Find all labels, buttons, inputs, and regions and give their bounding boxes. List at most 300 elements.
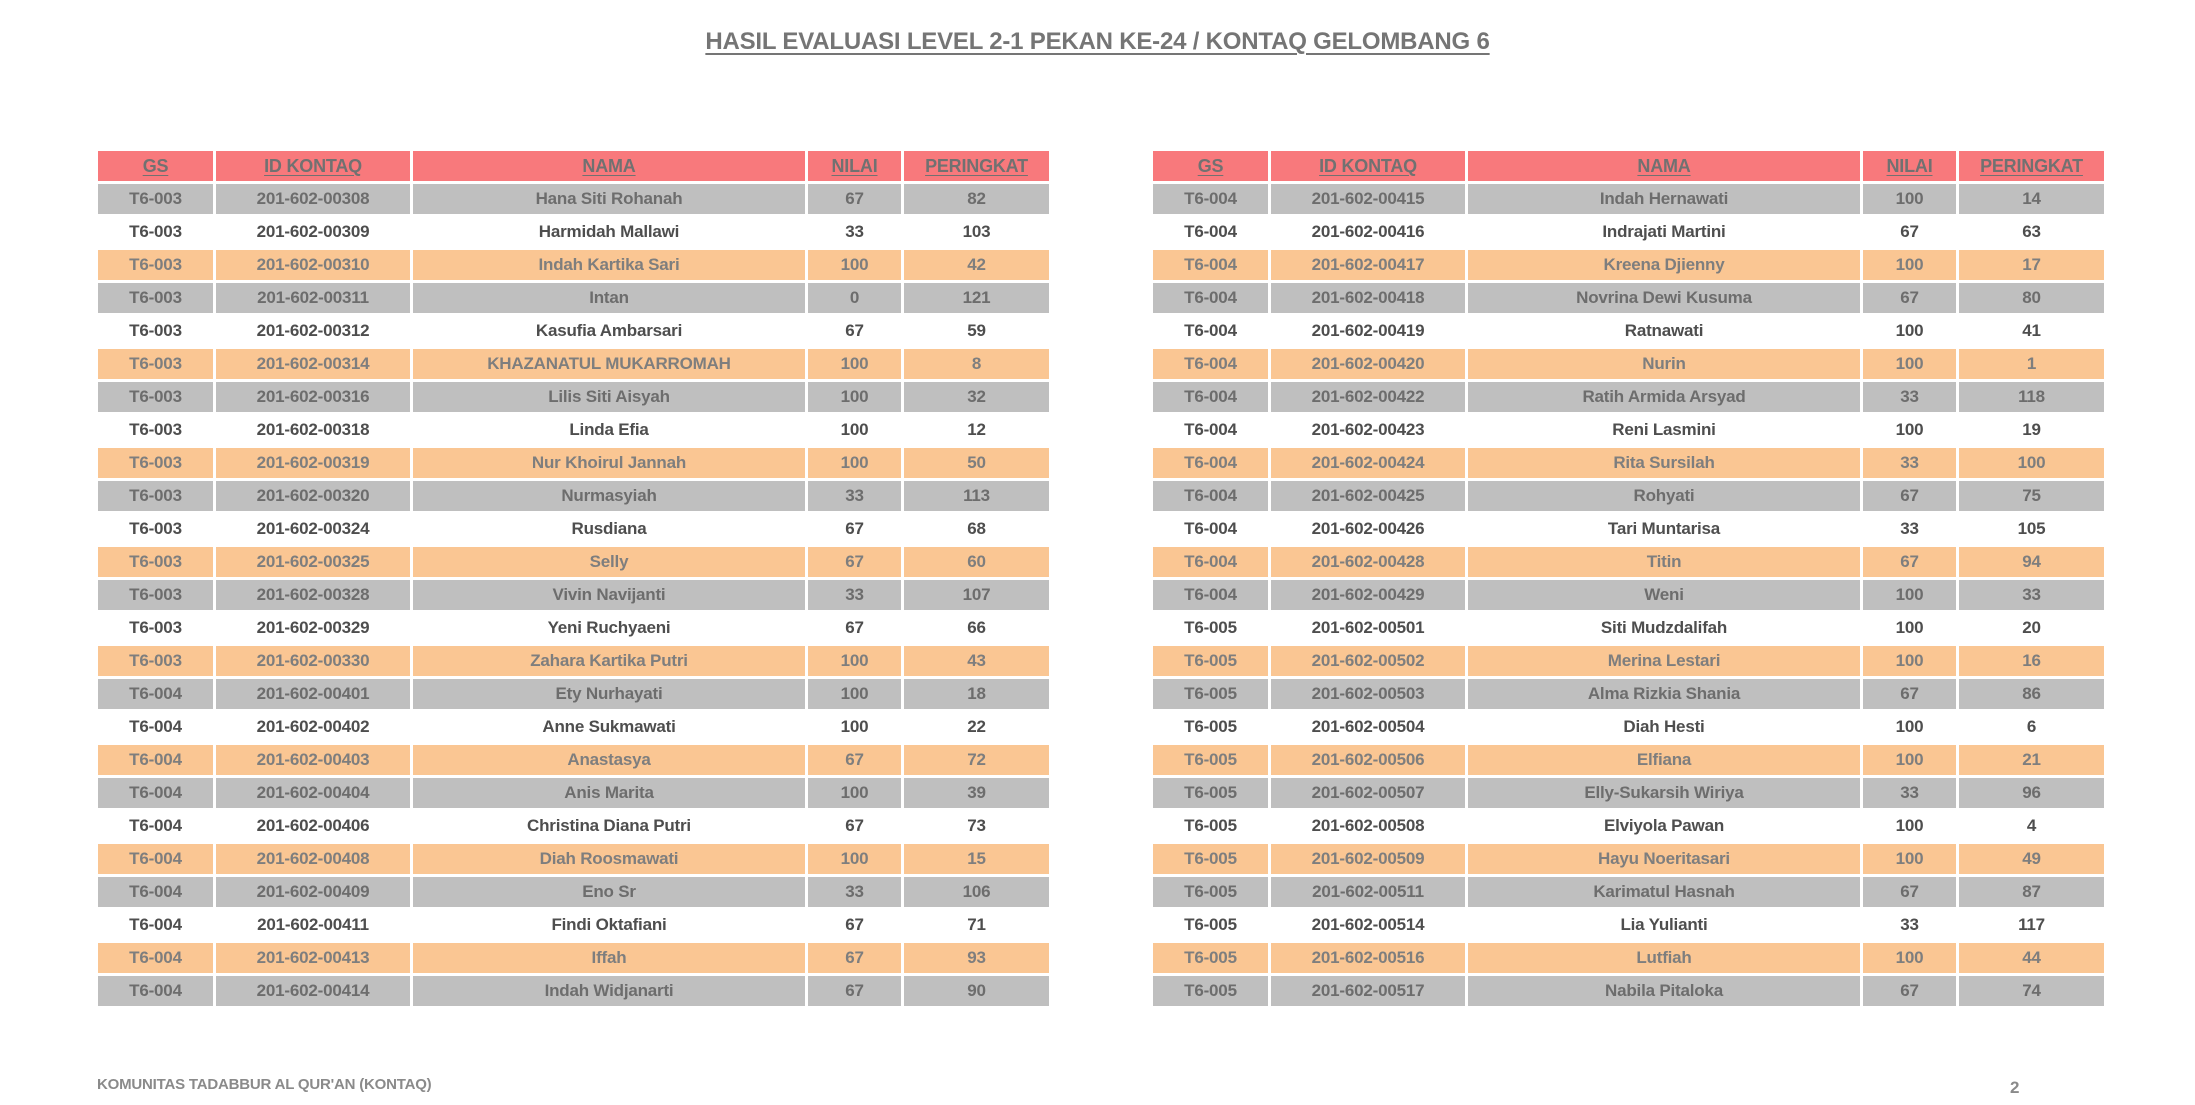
page-title: HASIL EVALUASI LEVEL 2-1 PEKAN KE-24 / KONTAQ GELOMBANG 6: [705, 28, 1490, 55]
cell-nilai: 33: [1862, 909, 1958, 942]
results-table-left: [95, 148, 1049, 1009]
cell-nama: Diah Hesti: [1467, 711, 1862, 744]
cell-id: 201-602-00509: [1270, 843, 1467, 876]
cell-nilai: 33: [1862, 381, 1958, 414]
cell-peringkat: 80: [1958, 282, 2106, 315]
column-header-gs: GS: [97, 150, 215, 183]
cell-gs: T6-004: [1152, 315, 1270, 348]
cell-nilai: 33: [1862, 513, 1958, 546]
cell-nilai: 67: [1862, 480, 1958, 513]
cell-id: 201-602-00403: [215, 744, 412, 777]
cell-nilai: 67: [807, 810, 903, 843]
cell-nama: Tari Muntarisa: [1467, 513, 1862, 546]
cell-peringkat: 71: [903, 909, 1051, 942]
cell-gs: T6-004: [97, 777, 215, 810]
cell-id: 201-602-00328: [215, 579, 412, 612]
cell-nilai: 33: [807, 480, 903, 513]
table-row: [1152, 249, 2106, 282]
cell-nama: Nurin: [1467, 348, 1862, 381]
table-row: [97, 612, 1051, 645]
table-row: [1152, 414, 2106, 447]
cell-gs: T6-005: [1152, 876, 1270, 909]
cell-gs: T6-005: [1152, 744, 1270, 777]
cell-id: 201-602-00324: [215, 513, 412, 546]
cell-peringkat: 6: [1958, 711, 2106, 744]
cell-id: 201-602-00507: [1270, 777, 1467, 810]
cell-nilai: 67: [807, 612, 903, 645]
cell-nama: Titin: [1467, 546, 1862, 579]
cell-peringkat: 12: [903, 414, 1051, 447]
table-row: [97, 909, 1051, 942]
cell-gs: T6-005: [1152, 777, 1270, 810]
table-row: [97, 381, 1051, 414]
cell-gs: T6-004: [97, 843, 215, 876]
cell-id: 201-602-00508: [1270, 810, 1467, 843]
table-row: [97, 315, 1051, 348]
table-row: [1152, 381, 2106, 414]
cell-gs: T6-005: [1152, 678, 1270, 711]
column-header-peringkat: PERINGKAT: [903, 150, 1051, 183]
cell-nama: Yeni Ruchyaeni: [412, 612, 807, 645]
cell-nama: Harmidah Mallawi: [412, 216, 807, 249]
cell-peringkat: 100: [1958, 447, 2106, 480]
table-row: [97, 711, 1051, 744]
cell-nilai: 33: [807, 216, 903, 249]
table-row: [1152, 777, 2106, 810]
cell-nilai: 100: [1862, 249, 1958, 282]
cell-nama: Elviyola Pawan: [1467, 810, 1862, 843]
cell-nilai: 100: [1862, 645, 1958, 678]
cell-gs: T6-003: [97, 579, 215, 612]
cell-nama: Indah Hernawati: [1467, 183, 1862, 216]
table-row: [97, 843, 1051, 876]
cell-peringkat: 21: [1958, 744, 2106, 777]
cell-nama: Rita Sursilah: [1467, 447, 1862, 480]
cell-gs: T6-004: [1152, 216, 1270, 249]
cell-peringkat: 16: [1958, 645, 2106, 678]
table-row: [1152, 216, 2106, 249]
cell-gs: T6-004: [1152, 249, 1270, 282]
cell-id: 201-602-00425: [1270, 480, 1467, 513]
results-table: [95, 148, 1052, 1009]
cell-gs: T6-005: [1152, 843, 1270, 876]
cell-id: 201-602-00420: [1270, 348, 1467, 381]
cell-id: 201-602-00413: [215, 942, 412, 975]
cell-nama: Reni Lasmini: [1467, 414, 1862, 447]
cell-id: 201-602-00423: [1270, 414, 1467, 447]
cell-peringkat: 33: [1958, 579, 2106, 612]
cell-nilai: 100: [1862, 810, 1958, 843]
cell-id: 201-602-00330: [215, 645, 412, 678]
cell-nilai: 100: [807, 414, 903, 447]
cell-peringkat: 72: [903, 744, 1051, 777]
cell-nilai: 67: [1862, 876, 1958, 909]
table-row: [97, 480, 1051, 513]
cell-nilai: 100: [807, 348, 903, 381]
cell-nilai: 33: [1862, 447, 1958, 480]
cell-peringkat: 96: [1958, 777, 2106, 810]
cell-id: 201-602-00429: [1270, 579, 1467, 612]
cell-gs: T6-005: [1152, 711, 1270, 744]
cell-id: 201-602-00401: [215, 678, 412, 711]
cell-nama: Nurmasyiah: [412, 480, 807, 513]
cell-id: 201-602-00402: [215, 711, 412, 744]
results-table: [1150, 148, 2107, 1009]
cell-peringkat: 117: [1958, 909, 2106, 942]
cell-id: 201-602-00422: [1270, 381, 1467, 414]
cell-nama: Zahara Kartika Putri: [412, 645, 807, 678]
cell-gs: T6-004: [1152, 546, 1270, 579]
cell-peringkat: 63: [1958, 216, 2106, 249]
cell-gs: T6-003: [97, 513, 215, 546]
cell-nilai: 67: [807, 513, 903, 546]
cell-peringkat: 18: [903, 678, 1051, 711]
cell-gs: T6-004: [97, 744, 215, 777]
cell-peringkat: 94: [1958, 546, 2106, 579]
cell-gs: T6-003: [97, 183, 215, 216]
cell-nama: Findi Oktafiani: [412, 909, 807, 942]
table-row: [1152, 744, 2106, 777]
cell-peringkat: 68: [903, 513, 1051, 546]
cell-gs: T6-004: [97, 876, 215, 909]
cell-id: 201-602-00417: [1270, 249, 1467, 282]
cell-id: 201-602-00516: [1270, 942, 1467, 975]
table-row: [97, 579, 1051, 612]
cell-gs: T6-003: [97, 348, 215, 381]
cell-peringkat: 107: [903, 579, 1051, 612]
table-row: [1152, 183, 2106, 216]
cell-gs: T6-005: [1152, 942, 1270, 975]
cell-gs: T6-003: [97, 282, 215, 315]
cell-gs: T6-004: [97, 975, 215, 1008]
table-row: [1152, 612, 2106, 645]
cell-peringkat: 4: [1958, 810, 2106, 843]
table-row: [97, 645, 1051, 678]
table-row: [97, 744, 1051, 777]
cell-nilai: 67: [1862, 678, 1958, 711]
cell-peringkat: 15: [903, 843, 1051, 876]
column-header-gs: GS: [1152, 150, 1270, 183]
cell-gs: T6-003: [97, 315, 215, 348]
cell-gs: T6-003: [97, 381, 215, 414]
cell-nilai: 67: [807, 183, 903, 216]
cell-nama: Elly-Sukarsih Wiriya: [1467, 777, 1862, 810]
cell-id: 201-602-00502: [1270, 645, 1467, 678]
table-row: [1152, 645, 2106, 678]
cell-id: 201-602-00318: [215, 414, 412, 447]
table-row: [1152, 810, 2106, 843]
cell-peringkat: 66: [903, 612, 1051, 645]
cell-nilai: 100: [1862, 612, 1958, 645]
cell-id: 201-602-00416: [1270, 216, 1467, 249]
cell-peringkat: 74: [1958, 975, 2106, 1008]
cell-peringkat: 42: [903, 249, 1051, 282]
cell-nilai: 100: [1862, 414, 1958, 447]
cell-nilai: 100: [807, 645, 903, 678]
cell-nama: Kasufia Ambarsari: [412, 315, 807, 348]
cell-peringkat: 90: [903, 975, 1051, 1008]
table-row: [97, 513, 1051, 546]
cell-nilai: 67: [1862, 216, 1958, 249]
cell-id: 201-602-00320: [215, 480, 412, 513]
cell-peringkat: 93: [903, 942, 1051, 975]
page-number: 2: [2010, 1078, 2020, 1097]
cell-id: 201-602-00419: [1270, 315, 1467, 348]
cell-id: 201-602-00408: [215, 843, 412, 876]
cell-id: 201-602-00406: [215, 810, 412, 843]
cell-peringkat: 118: [1958, 381, 2106, 414]
cell-nama: Lutfiah: [1467, 942, 1862, 975]
cell-id: 201-602-00329: [215, 612, 412, 645]
table-row: [1152, 909, 2106, 942]
header-row: [97, 150, 1051, 183]
cell-gs: T6-004: [97, 678, 215, 711]
cell-nama: Elfiana: [1467, 744, 1862, 777]
cell-gs: T6-005: [1152, 810, 1270, 843]
cell-peringkat: 20: [1958, 612, 2106, 645]
cell-nama: Ety Nurhayati: [412, 678, 807, 711]
cell-nilai: 33: [807, 876, 903, 909]
cell-nama: Lilis Siti Aisyah: [412, 381, 807, 414]
cell-peringkat: 73: [903, 810, 1051, 843]
cell-peringkat: 8: [903, 348, 1051, 381]
column-header-peringkat: PERINGKAT: [1958, 150, 2106, 183]
cell-nama: Karimatul Hasnah: [1467, 876, 1862, 909]
table-row: [97, 249, 1051, 282]
cell-nama: Hayu Noeritasari: [1467, 843, 1862, 876]
cell-nilai: 100: [807, 249, 903, 282]
cell-peringkat: 75: [1958, 480, 2106, 513]
cell-nilai: 100: [807, 711, 903, 744]
cell-gs: T6-005: [1152, 645, 1270, 678]
cell-nama: Rohyati: [1467, 480, 1862, 513]
cell-gs: T6-003: [97, 612, 215, 645]
cell-nilai: 67: [807, 315, 903, 348]
table-row: [97, 777, 1051, 810]
cell-peringkat: 1: [1958, 348, 2106, 381]
cell-gs: T6-005: [1152, 909, 1270, 942]
cell-id: 201-602-00316: [215, 381, 412, 414]
column-header-nama: NAMA: [1467, 150, 1862, 183]
cell-nama: Rusdiana: [412, 513, 807, 546]
cell-nama: Selly: [412, 546, 807, 579]
table-row: [97, 678, 1051, 711]
cell-id: 201-602-00310: [215, 249, 412, 282]
cell-nama: Anastasya: [412, 744, 807, 777]
cell-nama: Indah Kartika Sari: [412, 249, 807, 282]
table-row: [97, 216, 1051, 249]
cell-nilai: 100: [1862, 744, 1958, 777]
table-row: [1152, 876, 2106, 909]
table-row: [1152, 447, 2106, 480]
cell-nama: Indrajati Martini: [1467, 216, 1862, 249]
cell-id: 201-602-00517: [1270, 975, 1467, 1008]
column-header-nama: NAMA: [412, 150, 807, 183]
cell-peringkat: 121: [903, 282, 1051, 315]
cell-nilai: 100: [807, 777, 903, 810]
column-header-id: ID KONTAQ: [1270, 150, 1467, 183]
cell-peringkat: 105: [1958, 513, 2106, 546]
cell-id: 201-602-00415: [1270, 183, 1467, 216]
cell-peringkat: 39: [903, 777, 1051, 810]
column-header-nilai: NILAI: [1862, 150, 1958, 183]
table-row: [97, 876, 1051, 909]
table-row: [97, 447, 1051, 480]
cell-nama: Siti Mudzdalifah: [1467, 612, 1862, 645]
table-row: [1152, 975, 2106, 1008]
cell-peringkat: 60: [903, 546, 1051, 579]
table-row: [97, 975, 1051, 1008]
cell-id: 201-602-00426: [1270, 513, 1467, 546]
footer-organization: KOMUNITAS TADABBUR AL QUR'AN (KONTAQ): [97, 1076, 432, 1093]
cell-id: 201-602-00503: [1270, 678, 1467, 711]
cell-gs: T6-003: [97, 249, 215, 282]
cell-id: 201-602-00418: [1270, 282, 1467, 315]
cell-peringkat: 106: [903, 876, 1051, 909]
table-row: [97, 348, 1051, 381]
cell-id: 201-602-00312: [215, 315, 412, 348]
cell-nilai: 100: [807, 843, 903, 876]
cell-peringkat: 50: [903, 447, 1051, 480]
cell-gs: T6-005: [1152, 975, 1270, 1008]
cell-peringkat: 103: [903, 216, 1051, 249]
table-row: [1152, 282, 2106, 315]
cell-nilai: 100: [1862, 348, 1958, 381]
cell-nama: Vivin Navijanti: [412, 579, 807, 612]
cell-nilai: 67: [1862, 282, 1958, 315]
cell-nama: Alma Rizkia Shania: [1467, 678, 1862, 711]
cell-id: 201-602-00424: [1270, 447, 1467, 480]
cell-nama: Intan: [412, 282, 807, 315]
cell-peringkat: 44: [1958, 942, 2106, 975]
cell-peringkat: 17: [1958, 249, 2106, 282]
cell-nilai: 67: [807, 744, 903, 777]
cell-nilai: 100: [807, 678, 903, 711]
cell-id: 201-602-00309: [215, 216, 412, 249]
cell-nilai: 67: [807, 975, 903, 1008]
cell-gs: T6-003: [97, 447, 215, 480]
cell-nilai: 100: [807, 447, 903, 480]
cell-peringkat: 43: [903, 645, 1051, 678]
cell-nama: Christina Diana Putri: [412, 810, 807, 843]
cell-id: 201-602-00504: [1270, 711, 1467, 744]
table-row: [1152, 843, 2106, 876]
cell-id: 201-602-00414: [215, 975, 412, 1008]
cell-gs: T6-004: [97, 711, 215, 744]
cell-id: 201-602-00428: [1270, 546, 1467, 579]
cell-nama: Kreena Djienny: [1467, 249, 1862, 282]
table-row: [1152, 546, 2106, 579]
cell-id: 201-602-00506: [1270, 744, 1467, 777]
cell-id: 201-602-00409: [215, 876, 412, 909]
table-row: [1152, 579, 2106, 612]
cell-peringkat: 59: [903, 315, 1051, 348]
cell-gs: T6-003: [97, 546, 215, 579]
cell-nilai: 33: [807, 579, 903, 612]
cell-nama: Indah Widjanarti: [412, 975, 807, 1008]
cell-nilai: 100: [1862, 843, 1958, 876]
cell-nama: Merina Lestari: [1467, 645, 1862, 678]
cell-nilai: 100: [1862, 942, 1958, 975]
cell-id: 201-602-00319: [215, 447, 412, 480]
cell-id: 201-602-00404: [215, 777, 412, 810]
cell-nilai: 100: [1862, 711, 1958, 744]
cell-gs: T6-003: [97, 480, 215, 513]
cell-nama: Nabila Pitaloka: [1467, 975, 1862, 1008]
cell-gs: T6-004: [1152, 282, 1270, 315]
cell-peringkat: 19: [1958, 414, 2106, 447]
table-row: [1152, 678, 2106, 711]
cell-gs: T6-003: [97, 216, 215, 249]
table-row: [1152, 711, 2106, 744]
cell-id: 201-602-00501: [1270, 612, 1467, 645]
cell-nama: Anne Sukmawati: [412, 711, 807, 744]
cell-peringkat: 82: [903, 183, 1051, 216]
table-row: [97, 810, 1051, 843]
cell-gs: T6-004: [97, 810, 215, 843]
column-header-id: ID KONTAQ: [215, 150, 412, 183]
cell-gs: T6-004: [1152, 414, 1270, 447]
table-row: [97, 546, 1051, 579]
table-row: [97, 282, 1051, 315]
cell-peringkat: 113: [903, 480, 1051, 513]
cell-id: 201-602-00325: [215, 546, 412, 579]
cell-gs: T6-004: [1152, 513, 1270, 546]
column-header-nilai: NILAI: [807, 150, 903, 183]
cell-peringkat: 87: [1958, 876, 2106, 909]
cell-peringkat: 22: [903, 711, 1051, 744]
table-row: [97, 942, 1051, 975]
cell-gs: T6-004: [1152, 480, 1270, 513]
cell-nama: Eno Sr: [412, 876, 807, 909]
table-row: [1152, 513, 2106, 546]
cell-nama: Linda Efia: [412, 414, 807, 447]
cell-nilai: 0: [807, 282, 903, 315]
cell-id: 201-602-00308: [215, 183, 412, 216]
cell-nama: Hana Siti Rohanah: [412, 183, 807, 216]
table-row: [1152, 348, 2106, 381]
cell-nilai: 67: [1862, 546, 1958, 579]
cell-nilai: 67: [807, 546, 903, 579]
cell-gs: T6-003: [97, 645, 215, 678]
cell-gs: T6-005: [1152, 612, 1270, 645]
cell-gs: T6-004: [97, 942, 215, 975]
cell-nama: Iffah: [412, 942, 807, 975]
cell-nama: KHAZANATUL MUKARROMAH: [412, 348, 807, 381]
cell-nilai: 100: [1862, 183, 1958, 216]
cell-nama: Nur Khoirul Jannah: [412, 447, 807, 480]
cell-nilai: 100: [1862, 315, 1958, 348]
results-table-right: [1150, 148, 2106, 1009]
cell-gs: T6-004: [1152, 381, 1270, 414]
cell-nama: Lia Yulianti: [1467, 909, 1862, 942]
cell-gs: T6-004: [1152, 183, 1270, 216]
cell-nama: Weni: [1467, 579, 1862, 612]
cell-nilai: 67: [807, 909, 903, 942]
cell-nilai: 67: [1862, 975, 1958, 1008]
cell-nama: Diah Roosmawati: [412, 843, 807, 876]
cell-nama: Anis Marita: [412, 777, 807, 810]
cell-gs: T6-003: [97, 414, 215, 447]
cell-nilai: 100: [807, 381, 903, 414]
cell-gs: T6-004: [1152, 447, 1270, 480]
cell-id: 201-602-00314: [215, 348, 412, 381]
cell-gs: T6-004: [1152, 348, 1270, 381]
cell-nama: Ratnawati: [1467, 315, 1862, 348]
cell-peringkat: 49: [1958, 843, 2106, 876]
cell-nama: Ratih Armida Arsyad: [1467, 381, 1862, 414]
table-row: [1152, 315, 2106, 348]
